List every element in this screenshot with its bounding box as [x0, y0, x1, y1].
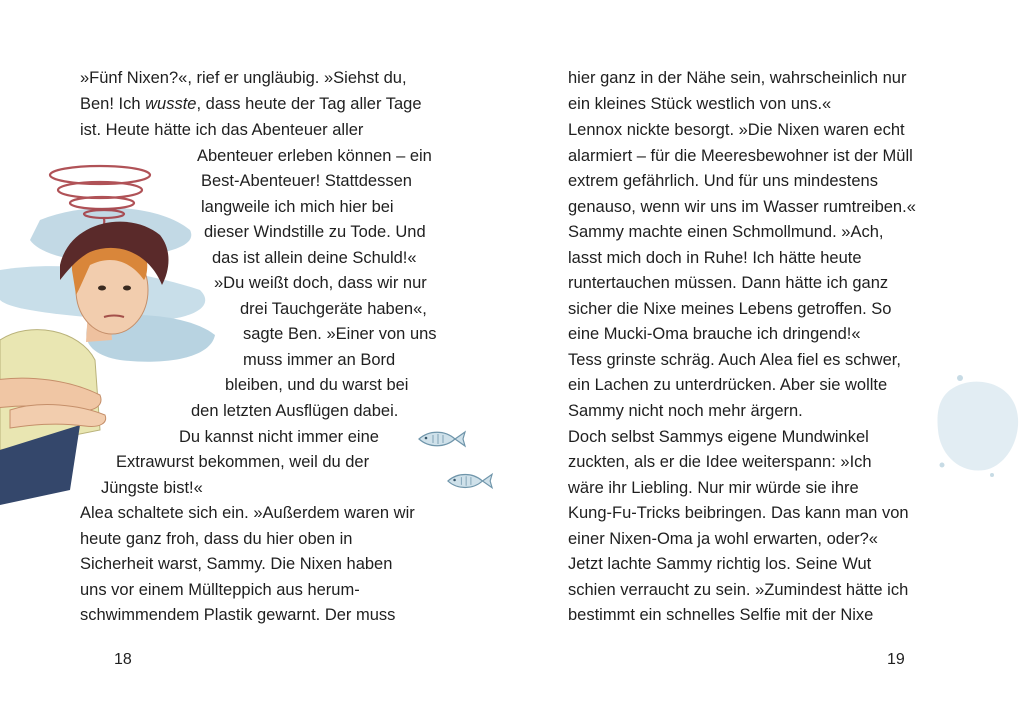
- text-line: alarmiert – für die Meeresbewohner ist der Müll: [568, 147, 913, 165]
- text-line: Kung-Fu-Tricks beibringen. Das kann man von: [568, 504, 909, 522]
- text-line: zuckten, als er die Idee weiterspann: »Ich: [568, 453, 872, 471]
- text-line: extrem gefährlich. Und für uns mindestens: [568, 172, 878, 190]
- text-line: Alea schaltete sich ein. »Außerdem waren wir: [80, 504, 415, 522]
- text-line: Jetzt lachte Sammy richtig los. Seine Wut: [568, 555, 872, 573]
- text-line: Sicherheit warst, Sammy. Die Nixen haben: [80, 555, 393, 573]
- text-line: Doch selbst Sammys eigene Mundwinkel: [568, 428, 869, 446]
- text-line: drei Tauchgeräte haben«,: [240, 300, 427, 318]
- text-line: das ist allein deine Schuld!«: [212, 249, 417, 267]
- text-line: den letzten Ausflügen dabei.: [191, 402, 399, 420]
- fish-icon: [415, 428, 467, 450]
- text-line: lasst mich doch in Ruhe! Ich hätte heute: [568, 249, 862, 267]
- text-line: schwimmendem Plastik gewarnt. Der muss: [80, 606, 396, 624]
- text-line: bleiben, und du warst bei: [225, 376, 409, 394]
- text-line: »Fünf Nixen?«, rief er ungläubig. »Siehst du,: [80, 69, 407, 87]
- text-line: sagte Ben. »Einer von uns: [243, 325, 437, 343]
- text-line: heute ganz froh, dass du hier oben in: [80, 530, 353, 548]
- text-line: ein kleines Stück westlich von uns.«: [568, 95, 832, 113]
- text-line: runtertauchen müssen. Dann hätte ich ganz: [568, 274, 889, 292]
- text-line: langweile ich mich hier bei: [201, 198, 394, 216]
- text-line: einer Nixen-Oma ja wohl erwarten, oder?«: [568, 530, 878, 548]
- text-line: Extrawurst bekommen, weil du der: [116, 453, 370, 471]
- watercolor-splash: [930, 370, 1020, 480]
- text-line: Lennox nickte besorgt. »Die Nixen waren echt: [568, 121, 905, 139]
- text-line: Ben! Ich wusste, dass heute der Tag aller Tage: [80, 95, 422, 113]
- page-number: 18: [114, 651, 132, 668]
- text-line: ein Lachen zu unterdrücken. Aber sie wollte: [568, 376, 888, 394]
- text-line: schien verraucht zu sein. »Zumindest hätte ich: [568, 581, 909, 599]
- text-line: Jüngste bist!«: [101, 479, 203, 497]
- fish-icon: [444, 470, 494, 492]
- text-line: wäre ihr Liebling. Nur mir würde sie ihre: [568, 479, 859, 497]
- page-number: 19: [887, 651, 905, 668]
- text-line: hier ganz in der Nähe sein, wahrscheinlich nur: [568, 69, 907, 87]
- text-line: »Du weißt doch, dass wir nur: [214, 274, 427, 292]
- text-line: Abenteuer erleben können – ein: [197, 147, 432, 165]
- text-line: dieser Windstille zu Tode. Und: [204, 223, 426, 241]
- text-line: Sammy machte einen Schmollmund. »Ach,: [568, 223, 884, 241]
- emphasis: wusste: [145, 95, 197, 113]
- text-line: genauso, wenn wir uns im Wasser rumtreiben.«: [568, 198, 916, 216]
- text-line: Tess grinste schräg. Auch Alea fiel es schwer,: [568, 351, 901, 369]
- text-line: uns vor einem Müllteppich aus herum-: [80, 581, 360, 599]
- right-page: [510, 0, 1020, 724]
- text-line: ist. Heute hätte ich das Abenteuer aller: [80, 121, 364, 139]
- text-line: sicher die Nixe meines Lebens getroffen. So: [568, 300, 892, 318]
- text-line: eine Mucki-Oma brauche ich dringend!«: [568, 325, 861, 343]
- text-line: Sammy nicht noch mehr ärgern.: [568, 402, 803, 420]
- text-line: bestimmt ein schnelles Selfie mit der Nixe: [568, 606, 874, 624]
- text-line: muss immer an Bord: [243, 351, 396, 369]
- text-line: Best-Abenteuer! Stattdessen: [201, 172, 412, 190]
- text-line: Du kannst nicht immer eine: [179, 428, 379, 446]
